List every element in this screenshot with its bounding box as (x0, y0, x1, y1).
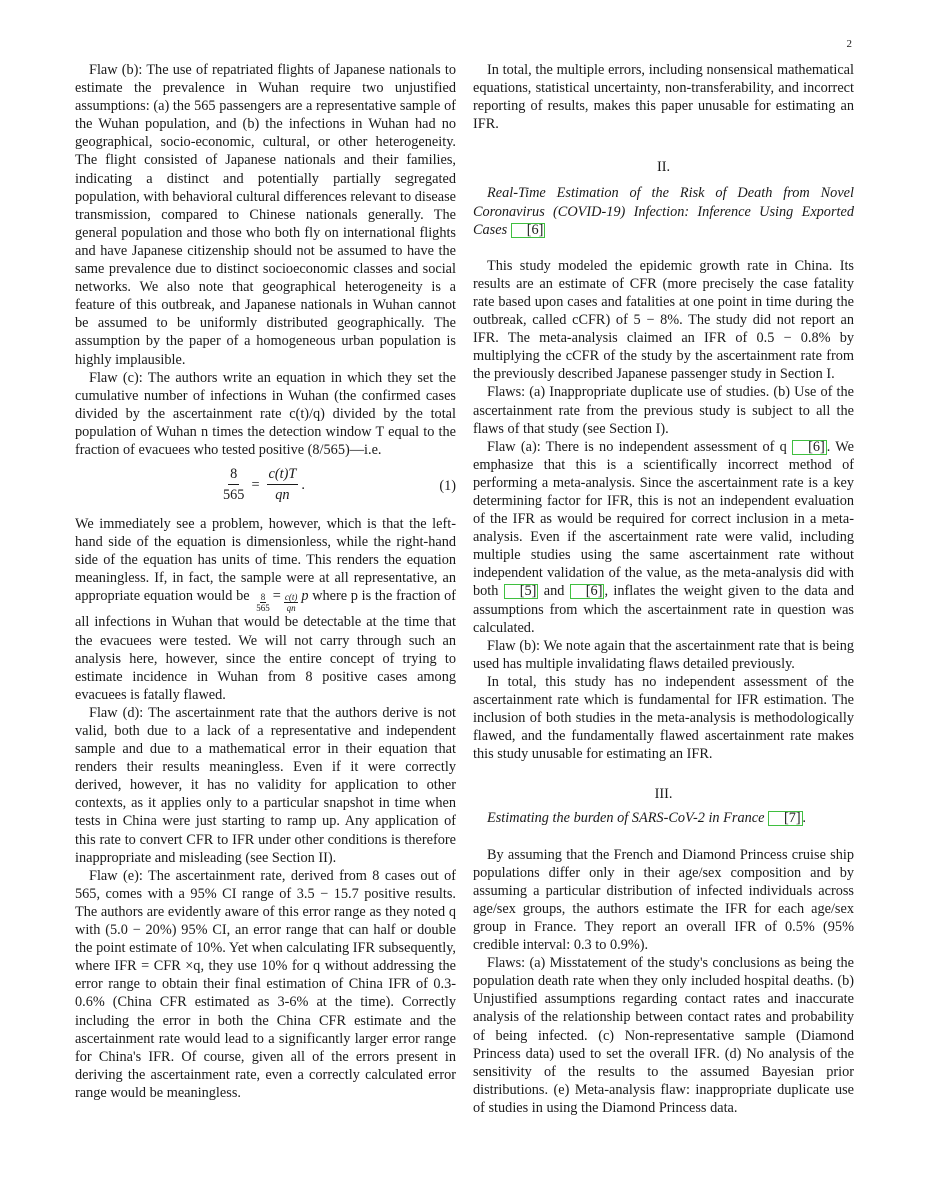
eq-lhs-numerator: 8 (228, 465, 239, 485)
paragraph-france-study: By assuming that the French and Diamond Princess cruise ship populations differ only in their age/sex composition and by assuming a particular distribution of infected individuals across age/sex groups, the authors estimate the IFR for each age/sex group in France. They report an overall IFR of 0.5% (95% credible interval: 0.3 to 0.9%). (473, 846, 854, 954)
paragraph-in-total-ii: In total, this study has no independent assessment of the ascertainment rate which is fundamental for IFR estimation. The inclusion of both studies in the meta-analysis is methodologically flawed, and the fundamentally flawed ascertainment rate makes this study unusable for estimating an IFR. (473, 673, 854, 763)
paragraph-in-total: In total, the multiple errors, including nonsensical mathematical equations, statistical uncertainty, non-transferability, and incorrect reporting of results, makes this paper unusable for estimating an IFR. (473, 62, 854, 133)
frac-num: 8 (260, 592, 266, 603)
section-iii-title: Estimating the burden of SARS-CoV-2 in France [7] . (487, 810, 807, 827)
eq-rhs-numerator: c(t)T (267, 465, 299, 485)
citation-link[interactable]: [7] (768, 811, 803, 826)
paragraph-study-modeled: This study modeled the epidemic growth rate in China. Its results are an estimate of CFR (more precisely the case fatality rate based upon cases and fatalities at one point in time during the outbreak, called cCFR) of 5 − 8%. The study did not report an IFR. The meta-analysis claimed an IFR of 0.5 − 0.8% by multiplying the cCFR of the study by the ascertainment rate from the previously described Japanese passenger study in Section I. (473, 257, 854, 383)
eq-rhs-denominator: qn (275, 487, 290, 504)
frac-num: c(t) (284, 592, 298, 603)
paragraph-flaws-iii: Flaws: (a) Misstatement of the study's conclusions as being the population death rate when they only included hospital deaths. (b) Unjustified assumptions regarding contact rates and inaccurate analysis of the relationship between contact rates and probability of being infected. (c) Non-representative sample (Diamond Princess data) used to set the overall IFR. (d) No analysis of the sensitivity of the results to the assumed Bayesian prior distributions. (e) Meta-analysis flaw: inappropriate duplicate use of studies in using the Diamond Princess data. (473, 955, 854, 1116)
citation-link[interactable]: [6] (792, 440, 827, 455)
section-iii-numeral: III. (654, 786, 673, 803)
paragraph-flaw-c: Flaw (c): The authors write an equation in which they set the cumulative number of infections in Wuhan (the confirmed cases divided by the ascertainment rate c(t)/q) divided by the total population of Wuhan n times the detection window T equal to the fraction of evacuees who tested positive (8/565)—i.e. (75, 369, 456, 458)
left-column (75, 61, 456, 1102)
citation-link[interactable]: [5] (504, 584, 539, 599)
paragraph-flaw-b: Flaw (b): The use of repatriated flights of Japanese nationals to estimate the prevalence in Wuhan require two unjustified assumptions: (a) the 565 passengers are a representative sample of the Wuhan population, and (b) the infections in Wuhan had no geographical, socio-economic, cultural, or other heterogeneity. The flight consisted of Japanese nationals and their families, indicating a distinct and potentially partially segregated population, with behavioral cultural differences relevant to disease transmission, compared to Chinese nationals generally. The general population and those who both fly on international flights and have Japanese citizenship should not be assumed to have the same prevalence due to distinct socioeconomic classes and social networks. We also note that geographical heterogeneity is a feature of this outbreak, and Japanese nationals in Wuhan cannot be assumed to be uniformly distributed geographically. The assumption by the paper of a homogeneous urban population is highly implausible. (75, 62, 456, 368)
page-number: 2 (846, 38, 852, 50)
text-segment: , inflates the weight given to the data and assumptions from which the ascertainment rate in question was calculated. (473, 583, 854, 636)
paragraph-dimension-problem: We immediately see a problem, however, which is that the left-hand side of the equation is dimensionless, while the right-hand side of the equation has units of time. This renders the equation meaningless. If, in fact, the sample were at all representative, an appropriate equation would be $\frac{8}{565}$ = $\frac{c(t)}{qn}$ p where p is the fraction of all infections in Wuhan that would be detectable at the time that the evacuees were tested. We will not carry through such an analysis here, however, since the entire concept of trying to estimate incidence in Wuhan from 8 positive cases among evacuees is fatally flawed. (75, 516, 457, 703)
equation-1: $\frac{8}{565}$ = $\frac{c(t)T}{qn}$ . (1) (223, 466, 456, 504)
frac-den: 565 (256, 603, 270, 614)
inline-fraction-b (284, 593, 299, 613)
text-segment: Flaw (a): There is no independent assessment of q (487, 438, 787, 455)
section-ii-title (473, 184, 854, 238)
text-segment: . We emphasize that this is a scientifically incorrect method of performing a meta-analysis. Since the ascertainment rate is a key determining factor for IFR, this is not an independent evaluation of the IFR as would be required for correct inclusion in a meta-analysis. Even if the ascertainment rate were valid, including multiple studies using the same ascertainment rate without independent validation of the value, as the meta-analysis did with both (473, 438, 854, 600)
section-title-text: Estimating the burden of SARS-CoV-2 in France (487, 810, 765, 827)
citation-link[interactable]: [6] (511, 223, 546, 238)
eq-lhs-fraction (223, 465, 244, 504)
eq-lhs-denominator: 565 (223, 487, 245, 504)
section-title-text: Real-Time Estimation of the Risk of Death from Novel Coronavirus (COVID-19) Infection: Inference Using Exported Cases (473, 185, 854, 238)
paragraph-flaw-b-ii: Flaw (b): We note again that the ascertainment rate that is being used has multiple invalidating flaws detailed previously. (473, 637, 854, 672)
inline-fraction-a (256, 593, 270, 613)
text-segment: We immediately see a problem, however, which is that the left-hand side of the equation is dimensionless, while the right-hand side of the equation has units of time. This renders the equation meaningless. If, in fact, the sample were at all representative, an appropriate equation would be (75, 516, 456, 605)
text-segment: and (543, 583, 565, 600)
inline-variable-p: p (301, 588, 309, 605)
right-column (473, 61, 854, 1117)
paragraph-flaw-d: Flaw (d): The ascertainment rate that the authors derive is not valid, both due to a lack of a representative and independent sample and due to a mathematical error in their equation that renders their results meaningless. Even if it were correctly derived, however, it has no validity for application to other contexts, as it applies only to a particular snapshot in time when tests in China were just starting to ramp up. Any application of this rate to convert CFR to IFR under other conditions is therefore inappropriate and misleading (see Section II). (75, 704, 456, 866)
equation-number: (1) (439, 478, 456, 495)
frac-den: qn (286, 603, 296, 614)
paragraph-flaw-a-ii (473, 438, 854, 637)
text-segment: where p is the fraction of all infections in Wuhan that would be detectable at the time that the evacuees were tested. We will not carry through such an analysis here, however, since the entire concept of trying to estimate incidence in Wuhan from 8 positive cases among evacuees is fatally flawed. (75, 588, 457, 703)
paragraph-flaws-ii: Flaws: (a) Inappropriate duplicate use of studies. (b) Use of the ascertainment rate from the previous study is subject to all the flaws of that study (see Section I). (473, 384, 854, 437)
eq-rhs-fraction (267, 465, 299, 504)
citation-link[interactable]: [6] (570, 584, 605, 599)
paragraph-flaw-e: Flaw (e): The ascertainment rate, derived from 8 cases out of 565, comes with a 95% CI range of 3.5 − 15.7 positive results. The authors are evidently aware of this error range as they noted q with (5.0 − 20%) 95% CI, an error range that can half or double the point estimate of 10%. Yet when calculating IFR subsequently, where IFR = CFR ×q, they use 10% for q without addressing the error range to obtain their final estimation of China IFR of 0.3-0.6% (China CFR estimated as 3-6% at the time). Correctly including the error in both the China CFR estimate and the ascertainment rate would lead to a significantly larger error range for China's IFR. Of course, given all of the errors present in deriving the ascertainment rate, even a correctly calculated error range would be meaningless. (75, 867, 456, 1101)
section-ii-numeral: II. (656, 159, 671, 176)
